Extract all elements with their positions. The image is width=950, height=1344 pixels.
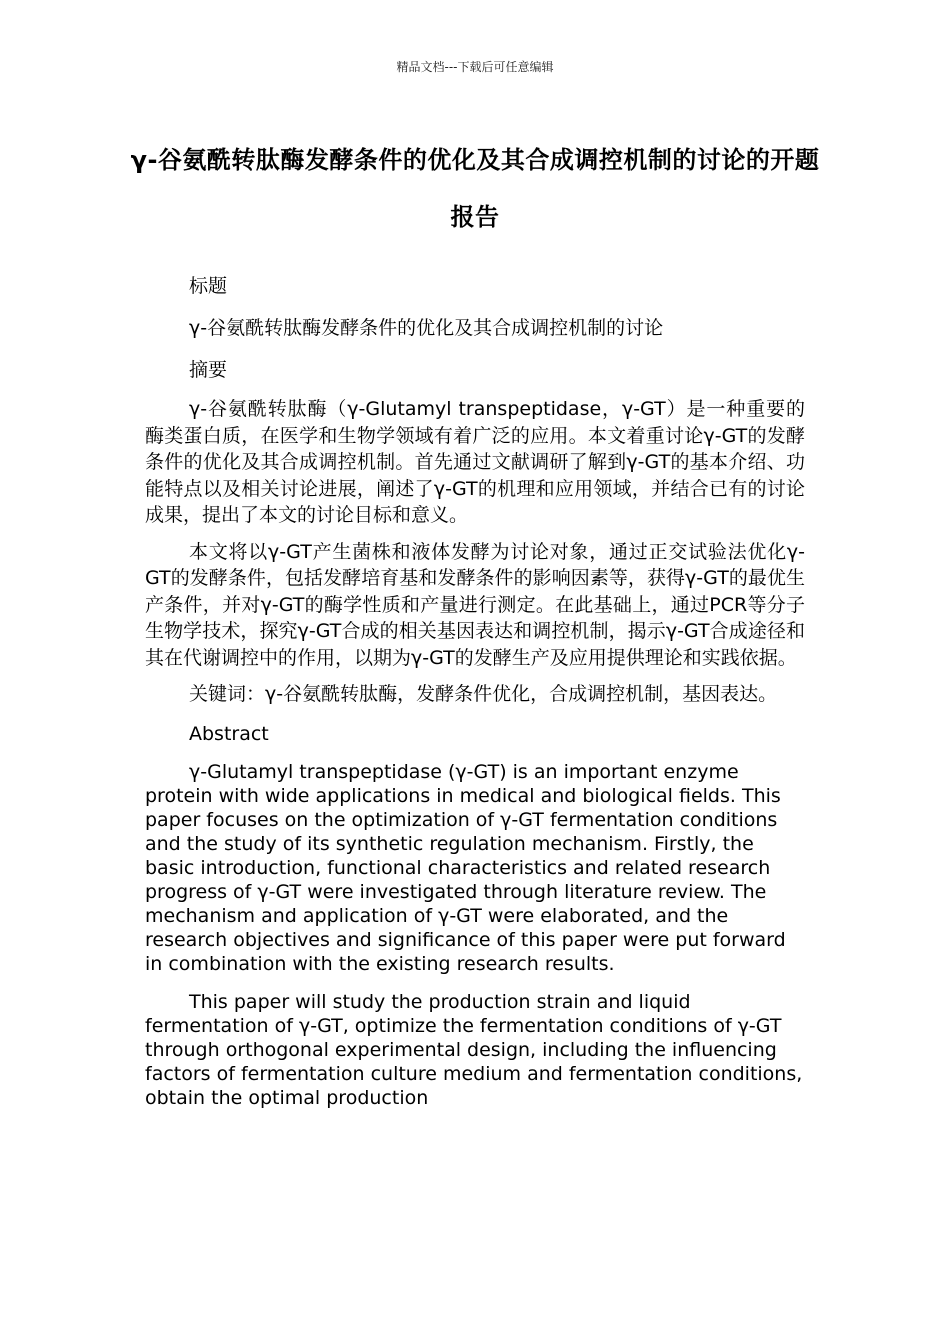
abstract-en-label: Abstract	[189, 722, 269, 745]
document-title: γ-谷氨酰转肽酶发酵条件的优化及其合成调控机制的讨论的开题报告	[130, 146, 820, 231]
abstract-en-paragraph-1: γ-Glutamyl transpeptidase (γ-GT) is an important enzyme protein with wide applications in medical and biological fields. This paper focuses on the optimization of γ-GT fermentation conditions and the study of its synthetic regulation mechanism. Firstly, the basic introduction, functional characteristics and related research progress of γ-GT were investigated through literature review. The mechanism and application of γ-GT were elaborated, and the research objectives and significance of this paper were put forward in combination with the existing research results.	[145, 760, 786, 975]
abstract-paragraph-1: γ-谷氨酰转肽酶（γ-Glutamyl transpeptidase，γ-GT）是一种重要的酶类蛋白质，在医学和生物学领域有着广泛的应用。本文着重讨论γ-GT的发酵条件的优化及其合成调控机制。首先通过文献调研了解到γ-GT的基本介绍、功能特点以及相关讨论进展，阐述了γ-GT的机理和应用领域，并结合已有的讨论成果，提出了本文的讨论目标和意义。	[145, 398, 805, 526]
title-label: 标题	[189, 275, 228, 297]
header-note: 精品文档---下载后可任意编辑	[396, 60, 554, 74]
keywords: 关键词：γ-谷氨酰转肽酶，发酵条件优化，合成调控机制，基因表达。	[189, 683, 778, 705]
abstract-paragraph-2: 本文将以γ-GT产生菌株和液体发酵为讨论对象，通过正交试验法优化γ-GT的发酵条件，包括发酵培育基和发酵条件的影响因素等，获得γ-GT的最优生产条件，并对γ-GT的酶学性质和产量进行测定。在此基础上，通过PCR等分子生物学技术，探究γ-GT合成的相关基因表达和调控机制，揭示γ-GT合成途径和其在代谢调控中的作用，以期为γ-GT的发酵生产及应用提供理论和实践依据。	[145, 540, 805, 669]
abstract-label: 摘要	[189, 359, 228, 381]
title-text: γ-谷氨酰转肽酶发酵条件的优化及其合成调控机制的讨论	[189, 317, 664, 339]
abstract-en-paragraph-2: This paper will study the production strain and liquid fermentation of γ-GT, optimize the fermentation conditions of γ-GT through orthogonal experimental design, including the influencing factors of fermentation culture medium and fermentation conditions, obtain the optimal production	[145, 990, 803, 1109]
document-body	[145, 270, 805, 1124]
